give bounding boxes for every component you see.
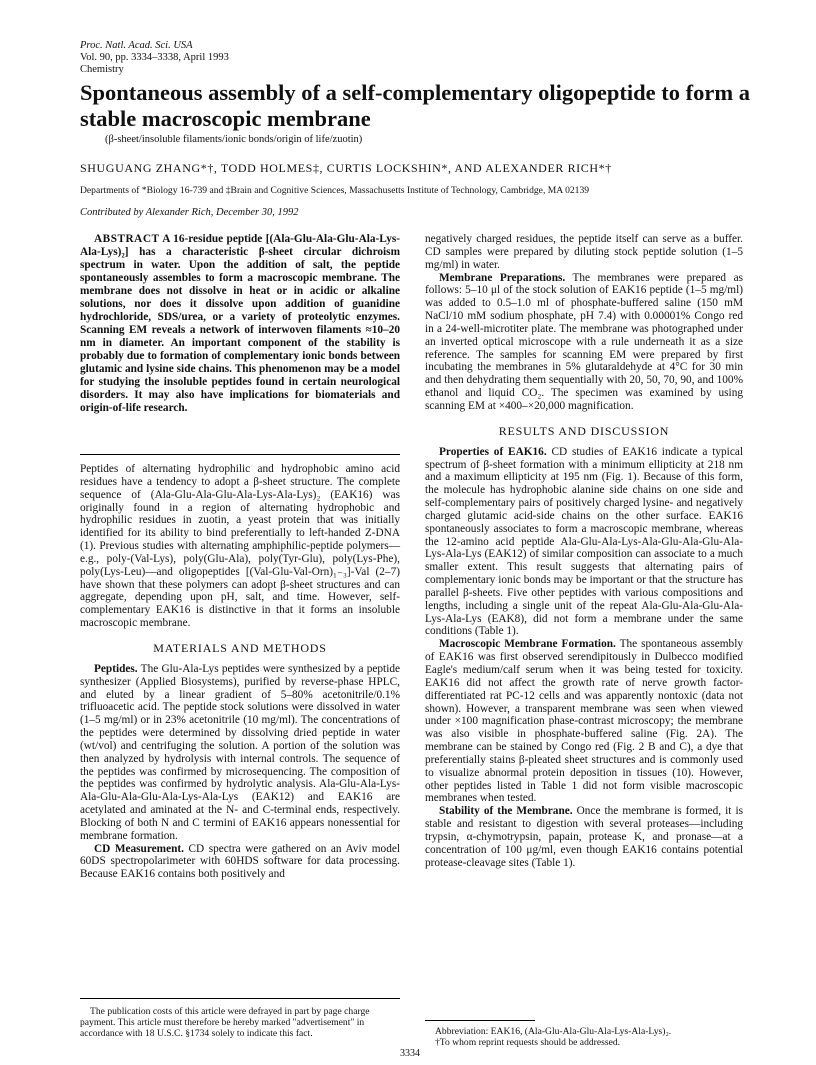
methods-heading: MATERIALS AND METHODS — [153, 640, 327, 655]
article-title: Spontaneous assembly of a self-complementary oligopeptide to form a stable macroscopic membrane — [80, 80, 750, 131]
properties-paragraph — [425, 446, 743, 639]
page-number: 3334 — [400, 1048, 420, 1059]
right-body — [425, 233, 743, 870]
abbreviation-text: Abbreviation: EAK16, (Ala-Glu-Ala-Glu-Ala-Lys-Ala-Lys)₂. — [435, 1026, 672, 1037]
journal-section: Chemistry — [80, 64, 124, 75]
properties-label: Properties of EAK16. — [439, 445, 547, 458]
journal-citation: Proc. Natl. Acad. Sci. USA — [80, 40, 193, 51]
journal-volume: Vol. 90, pp. 3334–3338, April 1993 — [80, 52, 229, 63]
stability-label: Stability of the Membrane. — [439, 805, 573, 818]
membrane-prep-label: Membrane Preparations. — [439, 271, 566, 284]
reprint-text: †To whom reprint requests should be addressed. — [435, 1037, 621, 1048]
cd-paragraph — [80, 843, 400, 882]
intro-paragraph: Peptides of alternating hydrophilic and hydrophobic amino acid residues have a tendency to adopt a β-sheet structure. The complete sequence of (Ala-Glu-Ala-Glu-Ala-Lys-Ala-Lys)₂ (EAK16) was originally found in a region of alternating hydrophobic and hydrophilic residues in zuotin, a yeast protein that was initially identified for its ability to bind preferentially to left-handed Z-DNA (1). Previous studies with alternating amphiphilic-peptide polymers—e.g., poly-(Val-Lys), poly(Glu-Ala), poly(Tyr-Glu), poly(Lys-Phe), poly(Lys-Leu)—and oligopeptides [(Val-Glu-Val-Orn)₁₋₃]-Val (2–7) have shown that these polymers can adopt β-sheet structures and can aggregate, depending upon pH, salt, and time. However, self-complementary EAK16 is distinctive in that it forms an insoluble macroscopic membrane. — [80, 463, 400, 630]
macroscopic-label: Macroscopic Membrane Formation. — [439, 638, 616, 651]
author-list: SHUGUANG ZHANG*†, TODD HOLMES‡, CURTIS LOCKSHIN*, AND ALEXANDER RICH*† — [80, 161, 612, 175]
macroscopic-paragraph — [425, 638, 743, 805]
footnote-divider-left — [80, 998, 400, 999]
properties-text: CD studies of EAK16 indicate a typical spectrum of β-sheet formation with a minimum ellipticity at 218 nm and a maximum ellipticity at 195 nm (Fig. 1). Because of this form, the molecule has hydrophobic alanine side chains on one side and self-complementary pairs of positively charged lysine- and negatively charged glutamic acid-side chains on the other surface. EAK16 spontaneously associates to form a macroscopic membrane, whereas the 12-amino acid peptide Ala-Glu-Ala-Lys-Ala-Glu-Ala-Glu-Ala-Lys-Ala-Lys (EAK12) of similar composition can associate to a much smaller extent. This result suggests that alternating pairs of complementary ionic bonds may be important or that the structure has parallel β-sheets. Five other peptides with various compositions and lengths, including a single unit of the repeat Ala-Glu-Ala-Glu-Ala-Lys-Ala-Lys (EAK8), did not form a membrane under the same conditions (Table 1). — [425, 445, 743, 638]
contributed-by: Contributed by Alexander Rich, December 30, 1992 — [80, 207, 299, 218]
abstract-paragraph — [80, 233, 400, 415]
abstract-label: ABSTRACT — [94, 233, 160, 245]
left-body — [80, 463, 400, 881]
cd-continuation: negatively charged residues, the peptide itself can serve as a buffer. CD samples were prepared by diluting stock peptide solution (1–5 mg/ml) in water. — [425, 233, 743, 271]
membrane-prep-paragraph — [425, 272, 743, 413]
abstract — [80, 233, 400, 415]
macroscopic-text: The spontaneous assembly of EAK16 was first observed serendipitously in Dulbecco modified Eagle's medium/calf serum when it was being tested for toxicity. EAK16 did not affect the growth rate of nerve growth factor-differentiated rat PC-12 cells and was apparently nontoxic (data not shown). However, a transparent membrane was seen when viewed under ×100 magnification phase-contrast microscopy; the membrane was also visible in phosphate-buffered saline (Fig. 2A). The membrane can be stained by Congo red (Fig. 2 B and C), a dye that preferentially stains β-pleated sheet structures and is commonly used to visualize abnormal protein deposition in tissues (10). However, other peptides listed in Table 1 did not form visible macroscopic membranes when tested. — [425, 638, 743, 805]
publication-footnote-text: The publication costs of this article were defrayed in part by page charge payment. This article must therefore be hereby marked "advertisement" in accordance with 18 U.S.C. §1734 solely to indicate this fact. — [80, 1006, 370, 1039]
abstract-text: A 16-residue peptide [(Ala-Glu-Ala-Glu-Ala-Lys-Ala-Lys)₂] has a characteristic β-sheet circular dichroism spectrum in water. Upon the addition of salt, the peptide spontaneously assembles to form a macroscopic membrane. The membrane does not dissolve in heat or in acidic or alkaline solutions, nor does it dissolve upon addition of guanidine hydrochloride, SDS/urea, or a variety of proteolytic enzymes. Scanning EM reveals a network of interwoven filaments ≈10–20 nm in diameter. An important component of the stability is probably due to formation of complementary ionic bonds between glutamic and lysine side chains. This phenomenon may be a model for studying the insoluble peptides found in certain neurological disorders. It may also have implications for biomaterials and origin-of-life research. — [80, 233, 400, 414]
membrane-prep-text: The membranes were prepared as follows: 5–10 μl of the stock solution of EAK16 peptide (1–5 mg/ml) was added to 0.5–1.0 ml of phosphate-buffered saline (150 mM NaCl/10 mM sodium phosphate, pH 7.4) with 0.00001% Congo red in a 24-well-microtiter plate. The membrane was photographed under an inverted optical microscope with a rule underneath it as a size reference. The samples for scanning EM were prepared by first incubating the membranes in 5% glutaraldehyde at 4°C for 30 min and then dehydrating them sequentially with 20, 50, 70, 90, and 100% ethanol and liquid CO₂. The specimen was examined by using scanning EM at ×400–×20,000 magnification. — [425, 271, 743, 412]
journal-header — [80, 40, 229, 76]
results-heading: RESULTS AND DISCUSSION — [498, 423, 670, 438]
abbreviation-footnote — [425, 1026, 743, 1048]
cd-label: CD Measurement. — [94, 842, 184, 855]
cd-text: CD spectra were gathered on an Aviv model 60DS spectropolarimeter with 60HDS software for data processing. Because EAK16 contains both positively and — [80, 842, 400, 881]
stability-paragraph — [425, 805, 743, 869]
affiliation: Departments of *Biology 16-739 and ‡Brain and Cognitive Sciences, Massachusetts Institute of Technology, Cambridge, MA 02139 — [80, 185, 590, 196]
peptides-text: The Glu-Ala-Lys peptides were synthesized by a peptide synthesizer (Applied Biosystems), purified by reverse-phase HPLC, and eluted by a linear gradient of 5–80% acetonitrile/0.1% trifluoacetic acid. The peptide stock solutions were dissolved in water (1–5 mg/ml) or in 23% acetonitrile (10 mg/ml). The concentrations of the peptides were determined by dissolving dried peptide in water (wt/vol) and centrifuging the solution. A portion of the solution was then analyzed by hydrolysis with internal controls. The sequence of the peptides was confirmed by microsequencing. The composition of the peptides was confirmed by hydrolytic analysis. Ala-Glu-Ala-Lys-Ala-Glu-Ala-Glu-Ala-Lys-Ala-Lys (EAK12) and EAK16 are acetylated and aminated at the N- and C-terminal ends, respectively. Blocking of both N and C termini of EAK16 appears nonessential for membrane formation. — [80, 662, 400, 842]
keywords: (β-sheet/insoluble filaments/ionic bonds/origin of life/zuotin) — [105, 134, 363, 145]
publication-footnote — [80, 1006, 400, 1039]
stability-text: Once the membrane is formed, it is stable and resistant to digestion with several proteases—including trypsin, α-chymotrypsin, papain, protease K, and pronase—at a concentration of 100 μg/ml, even though EAK16 contains potential protease-cleavage sites (Table 1). — [425, 805, 744, 869]
peptides-paragraph — [80, 663, 400, 843]
abstract-divider — [80, 454, 400, 455]
footnote-divider-right — [425, 1020, 535, 1021]
peptides-label: Peptides. — [94, 662, 138, 675]
